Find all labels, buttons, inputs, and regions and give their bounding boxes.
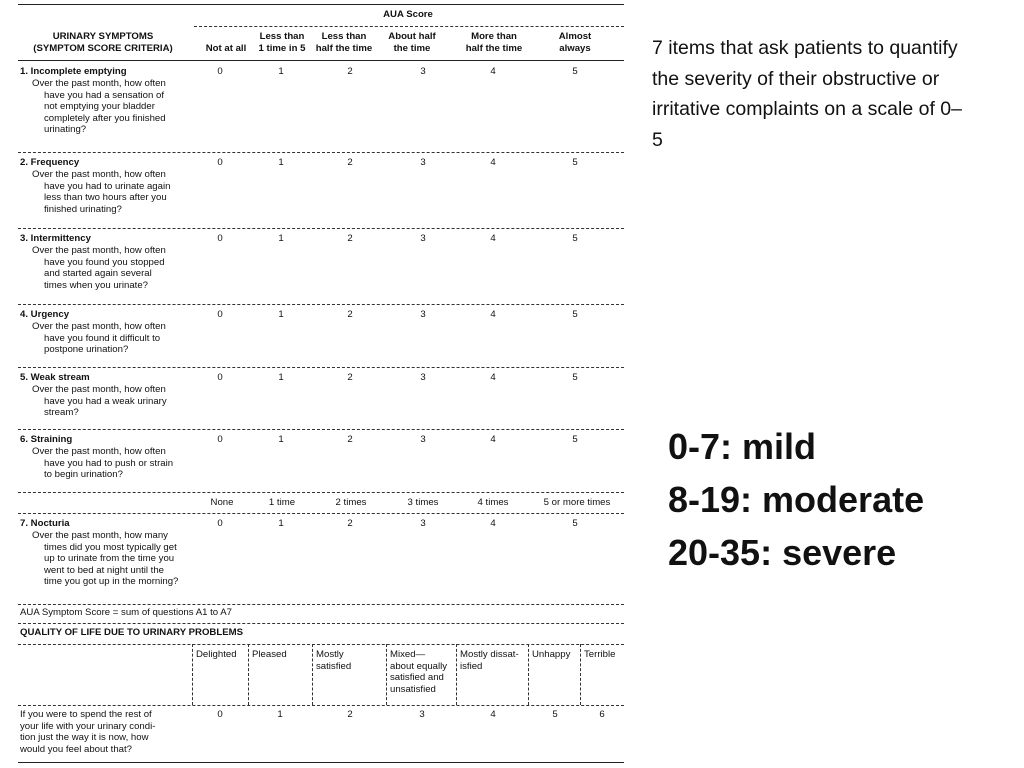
question-title: 5. Weak stream (20, 372, 90, 383)
qol-score-value: 1 (277, 709, 283, 720)
score-value: 5 (572, 518, 578, 529)
column-divider (312, 644, 313, 705)
column-divider (528, 644, 529, 705)
qol-score-value: 6 (599, 709, 605, 720)
nocturia-header: 4 times (477, 497, 509, 508)
qol-title: QUALITY OF LIFE DUE TO URINARY PROBLEMS (20, 627, 243, 638)
question-line: to begin urination? (44, 469, 123, 481)
score-header-line: Not at all (205, 43, 247, 54)
qol-header-line: satisfied (316, 660, 352, 672)
score-value: 4 (490, 518, 496, 529)
qol-score-value: 4 (490, 709, 496, 720)
qol-header (390, 649, 454, 695)
scale-severe: 20-35: severe (668, 532, 897, 573)
question-line: not emptying your bladder (44, 101, 155, 113)
question-text (32, 78, 192, 136)
qol-header-line: Delighted (196, 649, 237, 660)
score-header-line: always (559, 42, 591, 54)
score-value: 0 (217, 233, 223, 244)
qol-header-line: Terrible (584, 649, 616, 660)
aua-score-table (18, 4, 624, 764)
score-value: 0 (217, 372, 223, 383)
score-value: 5 (572, 233, 578, 244)
score-header-line: the time (393, 42, 431, 54)
score-header (452, 31, 536, 54)
question-line: Over the past month, how often (32, 245, 166, 256)
score-value: 0 (217, 434, 223, 445)
score-value: 4 (490, 434, 496, 445)
question-line: have you had a weak urinary (44, 395, 167, 407)
score-value: 4 (490, 66, 496, 77)
question-line: times did you most typically get (44, 541, 177, 553)
question-line: have you had to push or strain (44, 457, 174, 469)
question-line: have you found you stopped (44, 256, 165, 268)
score-value: 5 (572, 309, 578, 320)
nocturia-header: None (210, 497, 234, 508)
nocturia-header: 2 times (335, 497, 367, 508)
question-line: and started again several (44, 268, 152, 280)
score-header-line: More than (471, 31, 517, 42)
column-divider (580, 644, 581, 705)
score-header-line: half the time (465, 42, 523, 54)
score-value: 2 (347, 518, 353, 529)
score-value: 4 (490, 372, 496, 383)
score-value: 3 (420, 66, 426, 77)
score-header (380, 31, 444, 54)
question-text (32, 384, 192, 419)
qol-header (316, 649, 384, 672)
qol-header-line: about equally (390, 660, 448, 672)
question-line: finished urinating? (44, 203, 122, 215)
question-line: have you had a sensation of (44, 89, 165, 101)
qol-score-value: 0 (217, 709, 223, 720)
score-value: 4 (490, 233, 496, 244)
qol-header (460, 649, 526, 672)
question-title: 7. Nocturia (20, 518, 70, 529)
score-value: 2 (347, 157, 353, 168)
question-text (32, 321, 192, 356)
aua-score-header: AUA Score (383, 9, 433, 20)
nocturia-header: 5 or more times (543, 497, 611, 508)
qol-header-line: Mostly dissat- (460, 649, 519, 660)
qol-header (532, 649, 578, 661)
score-value: 1 (278, 309, 284, 320)
score-value: 2 (347, 309, 353, 320)
question-line: Over the past month, how often (32, 446, 166, 457)
question-text (32, 169, 192, 215)
question-title: 1. Incomplete emptying (20, 66, 127, 77)
score-value: 4 (490, 157, 496, 168)
qol-score-value: 5 (552, 709, 558, 720)
question-line: went to bed at night until the (44, 564, 165, 576)
question-text (32, 245, 192, 291)
score-header (200, 43, 252, 55)
qol-header (196, 649, 246, 661)
score-value: 0 (217, 518, 223, 529)
score-header (310, 31, 378, 54)
column-divider (192, 644, 193, 705)
question-line: have you found it difficult to (44, 332, 161, 344)
qol-header-line: isfied (460, 660, 483, 672)
score-header-line: About half (388, 31, 436, 42)
qol-question: If you were to spend the rest of your life with your urinary condi- tion just the way it is now, how would you feel about that? (20, 709, 156, 755)
score-value: 0 (217, 309, 223, 320)
score-header-line: Less than (259, 31, 305, 42)
score-header-line: 1 time in 5 (258, 42, 306, 54)
score-value: 0 (217, 157, 223, 168)
score-value: 2 (347, 434, 353, 445)
question-line: up to urinate from the time you (44, 553, 175, 565)
qol-header (584, 649, 622, 661)
question-text (32, 530, 197, 588)
score-value: 1 (278, 372, 284, 383)
question-line: Over the past month, how often (32, 169, 166, 180)
nocturia-header: 3 times (407, 497, 439, 508)
score-value: 3 (420, 518, 426, 529)
score-value: 5 (572, 434, 578, 445)
question-title: 2. Frequency (20, 157, 80, 168)
qol-header-line: Mixed— (390, 649, 426, 660)
question-line: stream? (44, 407, 79, 419)
question-text (32, 446, 192, 481)
score-header-line: Almost (558, 31, 592, 42)
score-value: 1 (278, 434, 284, 445)
question-line: times when you urinate? (44, 279, 148, 291)
column-divider (456, 644, 457, 705)
score-value: 3 (420, 372, 426, 383)
score-value: 3 (420, 157, 426, 168)
score-header-line: half the time (315, 42, 373, 54)
score-header (540, 31, 610, 54)
score-header-line: Less than (321, 31, 367, 42)
question-line: postpone urination? (44, 344, 129, 356)
question-line: Over the past month, how many (32, 530, 168, 541)
question-line: less than two hours after you (44, 192, 167, 204)
score-value: 3 (420, 434, 426, 445)
score-value: 5 (572, 66, 578, 77)
qol-header-line: Mostly (316, 649, 344, 660)
qol-header-line: Unhappy (532, 649, 571, 660)
question-line: have you had to urinate again (44, 180, 171, 192)
scale-mild: 0-7: mild (668, 426, 817, 467)
qol-score-value: 2 (347, 709, 353, 720)
score-value: 5 (572, 372, 578, 383)
question-line: completely after you finished (44, 112, 166, 124)
column-divider (248, 644, 249, 705)
score-header (256, 31, 308, 54)
score-value: 4 (490, 309, 496, 320)
question-title: 4. Urgency (20, 309, 70, 320)
score-value: 0 (217, 66, 223, 77)
column-divider (386, 644, 387, 705)
question-title: 6. Straining (20, 434, 73, 445)
scale-moderate: 8-19: moderate (668, 479, 925, 520)
qol-header-line: unsatisfied (390, 683, 436, 695)
score-value: 2 (347, 66, 353, 77)
qol-header-line: Pleased (252, 649, 287, 660)
sum-text: AUA Symptom Score = sum of questions A1 to A7 (20, 607, 232, 618)
question-line: Over the past month, how often (32, 321, 166, 332)
question-line: time you got up in the morning? (44, 576, 179, 588)
score-value: 2 (347, 233, 353, 244)
score-value: 1 (278, 66, 284, 77)
score-value: 1 (278, 233, 284, 244)
question-title: 3. Intermittency (20, 233, 91, 244)
question-line: urinating? (44, 124, 87, 136)
qol-header (252, 649, 310, 661)
score-value: 2 (347, 372, 353, 383)
symptoms-column-header: URINARY SYMPTOMS (SYMPTOM SCORE CRITERIA) (33, 31, 173, 54)
score-value: 1 (278, 518, 284, 529)
question-line: Over the past month, how often (32, 384, 166, 395)
question-line: Over the past month, how often (32, 78, 166, 89)
nocturia-header: 1 time (268, 497, 296, 508)
qol-score-value: 3 (419, 709, 425, 720)
severity-scale (668, 420, 924, 579)
score-value: 3 (420, 233, 426, 244)
qol-header-line: satisfied and (390, 672, 444, 684)
score-value: 3 (420, 309, 426, 320)
items-description: 7 items that ask patients to quantify the severity of their obstructive or irritative complaints on a scale of 0–5 (652, 37, 962, 151)
score-value: 1 (278, 157, 284, 168)
score-value: 5 (572, 157, 578, 168)
